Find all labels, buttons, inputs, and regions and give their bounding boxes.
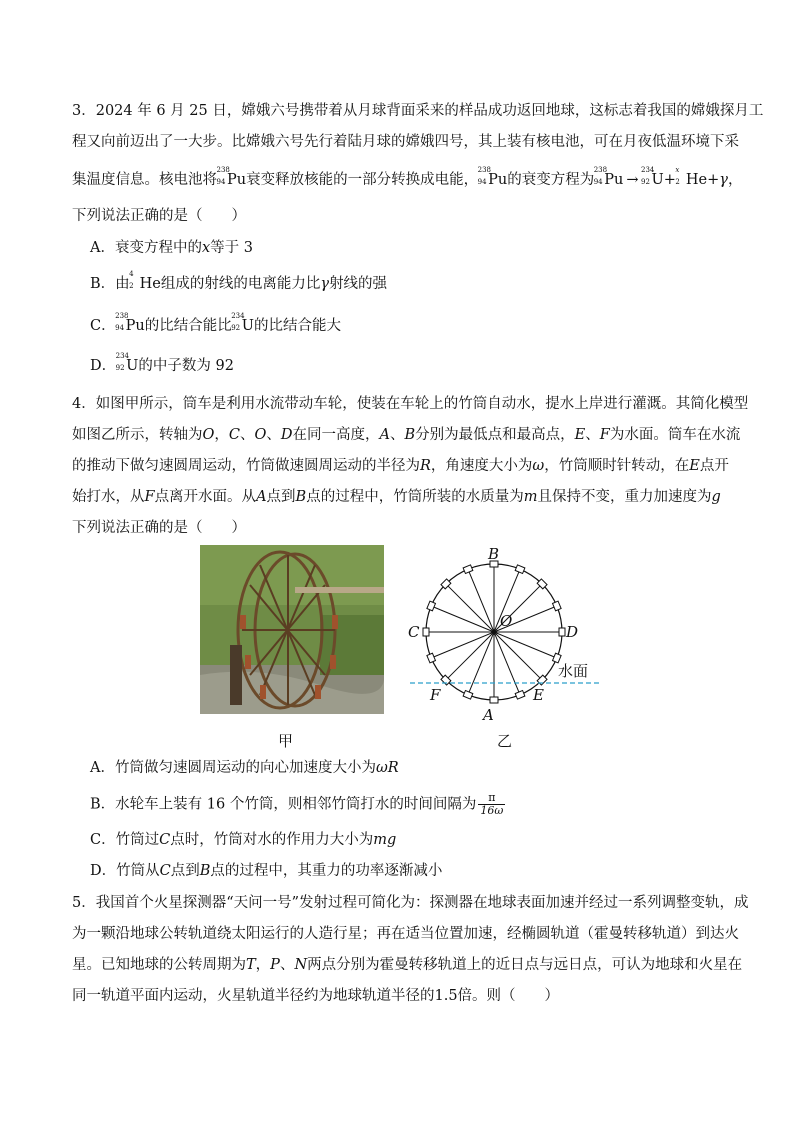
q4-line-2: 如图乙所示，转轴为O，C、O、D在同一高度，A、B分别为最低点和最高点，E、F为水面。筒车在水流: [72, 427, 741, 443]
bamboo-tube: [515, 691, 525, 700]
fraction: $\frac{\pi}{16\omega}$: [480, 791, 504, 817]
q3-line-4: 下列说法正确的是（ ）: [72, 208, 246, 224]
q4-option-b: B．水轮车上装有 16 个竹筒，则相邻竹筒打水的时间间隔为 $\frac{\pi}{16\omega}$: [90, 791, 504, 817]
bamboo-tube: [463, 565, 473, 574]
bamboo-tube: [559, 628, 565, 636]
q4-option-d: D．竹筒从C点到B点的过程中，其重力的功率逐渐减小: [90, 863, 443, 879]
bamboo-tube: [515, 565, 525, 574]
waterwheel-photo: [200, 545, 384, 714]
bamboo-tube: [423, 628, 429, 636]
bamboo-tube: [490, 697, 498, 703]
label-e: E: [533, 686, 544, 704]
caption-yi: 乙: [497, 732, 513, 750]
q4-line-5: 下列说法正确的是（ ）: [72, 520, 246, 536]
caption-jia: 甲: [278, 732, 294, 750]
nuclide-pu: 238 94 Pu: [216, 166, 247, 188]
wheel-spoke: [446, 632, 494, 680]
label-c: C: [408, 623, 420, 641]
q3-text: ，: [727, 172, 743, 188]
label-o: O: [500, 612, 513, 630]
label-d: D: [566, 623, 579, 641]
bamboo-tube: [427, 601, 436, 611]
q3-line-2: 程又向前迈出了一大步。比嫦娥六号先行着陆月球的嫦娥四号，其上装有核电池，可在月夜低温环境下采: [72, 134, 739, 150]
nuclide-u: 234 92 U: [115, 352, 139, 374]
q4-line-4: 始打水，从F点离开水面。从A点到B点的过程中，竹筒所装的水质量为m且保持不变，重力加速度为g: [72, 489, 721, 505]
q3-option-c: C． 238 94 Pu的比结合能比 234 92 U的比结合能大: [90, 312, 341, 334]
q5-line-4: 同一轨道平面内运动，火星轨道半径约为地球轨道半径的1.5倍。则（ ）: [72, 988, 560, 1004]
q3-line-3: [72, 166, 743, 190]
plus-sign: +: [707, 172, 720, 188]
q4-line-1: 4．如图甲所示，筒车是利用水流带动车轮，使装在车轮上的竹筒自动水，提水上岸进行灌溉。其简化模型: [72, 396, 749, 412]
label-a: A: [483, 706, 494, 724]
label-f: F: [430, 686, 441, 704]
nuclide-he-4: 4 2 He: [129, 270, 161, 292]
nuclide-pu: 238 94 Pu: [593, 166, 624, 188]
q3-line-1: 3．2024 年 6 月 25 日，嫦娥六号携带着从月球背面采来的样品成功返回地球，这标志着我国的嫦娥探月工: [72, 103, 764, 119]
q4-line-3: 的推动下做匀速圆周运动，竹筒做速圆周运动的半径为R，角速度大小为ω，竹筒顺时针转动，在E点开: [72, 458, 729, 474]
q4-option-a: A．竹筒做匀速圆周运动的向心加速度大小为ωR: [90, 760, 399, 776]
bamboo-tube: [427, 653, 436, 663]
q5-line-3: 星。已知地球的公转周期为T，P、N两点分别为霍曼转移轨道上的近日点与远日点，可认为地球和火星在: [72, 957, 743, 973]
label-b: B: [488, 545, 500, 563]
nuclide-pu: 238 94 Pu: [477, 166, 508, 188]
nuclide-u: 234 92 U: [640, 166, 664, 188]
q5-line-2: 为一颗沿地球公转轨道绕太阳运行的人造行星；再在适当位置加速，经椭圆轨道（霍曼转移轨道）到达火: [72, 926, 739, 942]
wheel-spoke: [494, 632, 542, 680]
waterwheel-diagram: [400, 540, 600, 730]
gamma-symbol: γ: [719, 172, 728, 188]
bamboo-tube: [463, 691, 473, 700]
label-water-surface: 水面: [558, 662, 589, 680]
nuclide-pu: 238 94 Pu: [115, 312, 145, 334]
nuclide-u: 234 92 U: [231, 312, 254, 334]
q3-option-b: B．由 4 2 He组成的射线的电离能力比γ射线的强: [90, 270, 388, 292]
q3-text: 衰变释放核能的一部分转换成电能，: [246, 172, 479, 188]
wheel-spoke: [446, 584, 494, 632]
plus-sign: +: [663, 172, 676, 188]
q3-text: 集温度信息。核电池将: [72, 172, 217, 188]
nuclide-he-x: x 2 He: [675, 166, 708, 188]
q4-option-c: C．竹筒过C点时，竹筒对水的作用力大小为mg: [90, 832, 397, 848]
q3-text: 的衰变方程为: [507, 172, 595, 188]
q3-option-d: D． 234 92 U的中子数为 92: [90, 352, 234, 374]
q3-option-a: A．衰变方程中的x等于 3: [90, 240, 254, 256]
q5-line-1: 5．我国首个火星探测器“天问一号”发射过程可简化为：探测器在地球表面加速并经过一系列调整变轨，成: [72, 895, 749, 911]
arrow: →: [626, 172, 639, 188]
bamboo-tube: [553, 601, 562, 611]
